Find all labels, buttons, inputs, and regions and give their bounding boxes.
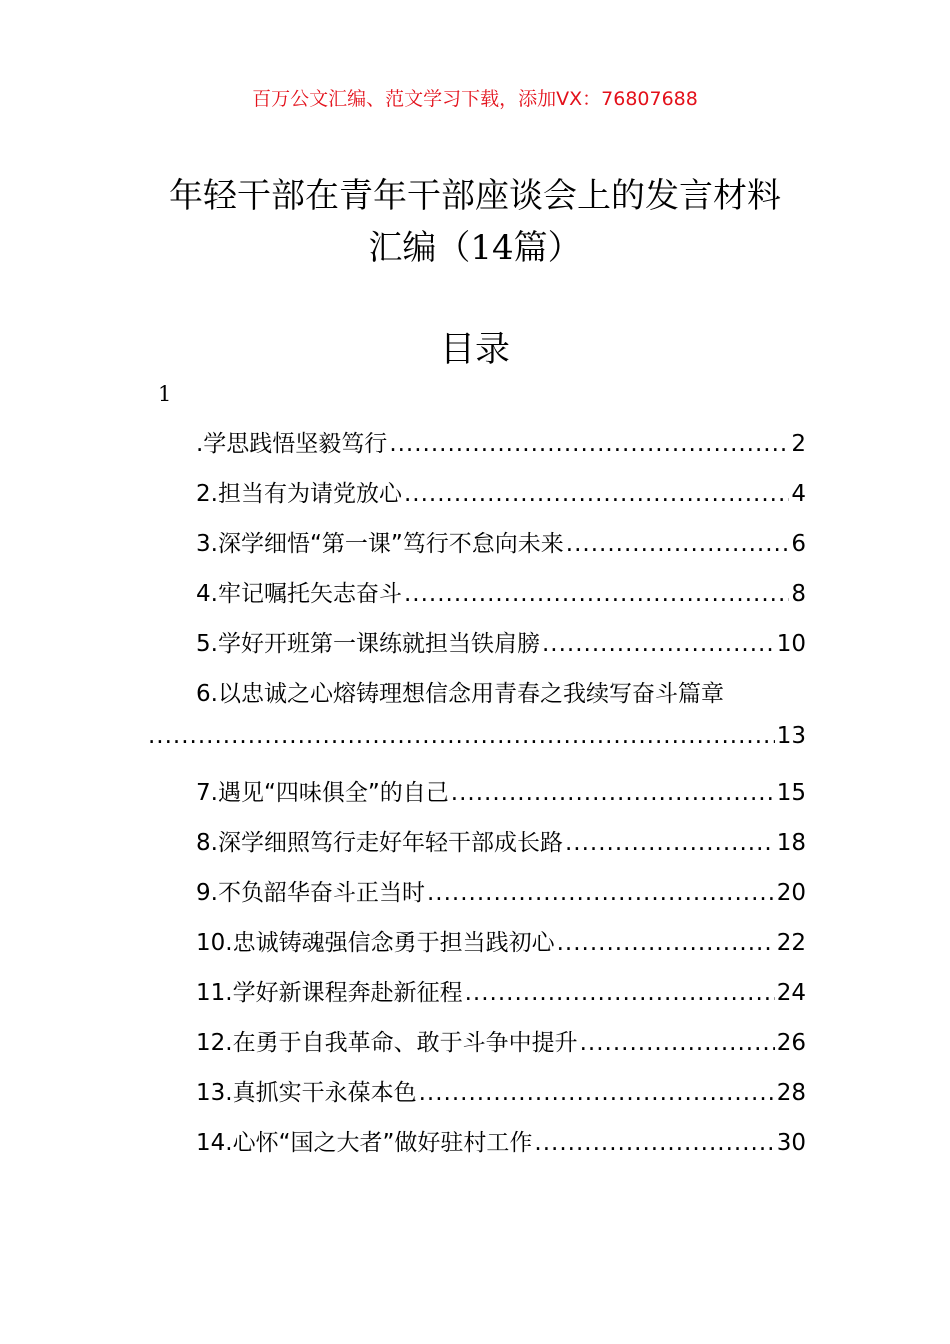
title-prefix: 汇编（ bbox=[368, 228, 471, 268]
toc-item[interactable] bbox=[196, 1074, 806, 1114]
dot-leader bbox=[148, 723, 775, 749]
dot-leader bbox=[419, 1080, 775, 1106]
toc-item-continuation[interactable] bbox=[146, 723, 806, 763]
toc-item-title: 8.深学细照笃行走好年轻干部成长路 bbox=[196, 830, 563, 856]
toc-item-page: 4 bbox=[791, 481, 806, 507]
header-watermark-note: 百万公文汇编、范文学习下载，添加VX：76807688 bbox=[252, 88, 698, 110]
toc-item-title: 11.学好新课程奔赴新征程 bbox=[196, 980, 463, 1006]
title-suffix: 篇） bbox=[513, 228, 582, 268]
toc-item-page: 6 bbox=[791, 531, 806, 557]
toc-item-page: 30 bbox=[776, 1130, 806, 1156]
dot-leader bbox=[557, 930, 775, 956]
dot-leader bbox=[542, 631, 775, 657]
toc-item-title: 14.心怀“国之大者”做好驻村工作 bbox=[196, 1130, 533, 1156]
toc-item-page: 26 bbox=[776, 1030, 806, 1056]
toc-item[interactable] bbox=[196, 774, 806, 814]
title-count: 14 bbox=[470, 228, 514, 268]
toc-item[interactable] bbox=[196, 924, 806, 964]
toc-item[interactable] bbox=[196, 525, 806, 565]
toc-item-title: 9.不负韶华奋斗正当时 bbox=[196, 880, 425, 906]
toc-item-page: 18 bbox=[776, 830, 806, 856]
toc-item-page: 13 bbox=[776, 723, 806, 749]
toc-item-page: 24 bbox=[776, 980, 806, 1006]
toc-item-page: 20 bbox=[776, 880, 806, 906]
toc-item-title: .学思践悟坚毅笃行 bbox=[196, 431, 388, 457]
document-title bbox=[0, 170, 950, 274]
toc-item-page: 10 bbox=[776, 631, 806, 657]
dot-leader bbox=[580, 1030, 775, 1056]
toc-item[interactable] bbox=[196, 575, 806, 615]
document-title-line-2 bbox=[0, 222, 950, 274]
toc-item[interactable] bbox=[196, 1024, 806, 1064]
toc-item[interactable] bbox=[196, 1124, 806, 1164]
toc-item[interactable] bbox=[196, 974, 806, 1014]
toc-item-title: 13.真抓实干永葆本色 bbox=[196, 1080, 417, 1106]
toc-item-title: 3.深学细悟“第一课”笃行不怠向未来 bbox=[196, 531, 564, 557]
toc-stray-number: 1 bbox=[158, 382, 172, 406]
toc-item[interactable] bbox=[196, 675, 806, 715]
toc-item[interactable] bbox=[196, 874, 806, 914]
dot-leader bbox=[565, 830, 775, 856]
toc-item-title: 2.担当有为请党放心 bbox=[196, 481, 402, 507]
toc-item-title: 10.忠诚铸魂强信念勇于担当践初心 bbox=[196, 930, 555, 956]
toc-item-title: 4.牢记嘱托矢志奋斗 bbox=[196, 581, 402, 607]
toc-item-page: 15 bbox=[776, 780, 806, 806]
dot-leader bbox=[427, 880, 775, 906]
dot-leader bbox=[566, 531, 790, 557]
toc-item-title: 5.学好开班第一课练就担当铁肩膀 bbox=[196, 631, 540, 657]
toc-item[interactable] bbox=[196, 625, 806, 665]
toc-item-page: 28 bbox=[776, 1080, 806, 1106]
toc-item-page: 8 bbox=[791, 581, 806, 607]
toc-item[interactable] bbox=[196, 475, 806, 515]
dot-leader bbox=[404, 581, 789, 607]
toc-item-title: 7.遇见“四味俱全”的自己 bbox=[196, 780, 449, 806]
toc-item-title: 12.在勇于自我革命、敢于斗争中提升 bbox=[196, 1030, 578, 1056]
toc-heading: 目录 bbox=[439, 330, 510, 370]
toc-item[interactable] bbox=[196, 824, 806, 864]
dot-leader bbox=[534, 1130, 774, 1156]
dot-leader bbox=[389, 431, 789, 457]
toc-item-page: 22 bbox=[776, 930, 806, 956]
toc-item[interactable] bbox=[196, 425, 806, 465]
dot-leader bbox=[451, 780, 775, 806]
dot-leader bbox=[465, 980, 775, 1006]
dot-leader bbox=[404, 481, 789, 507]
document-title-line-1: 年轻干部在青年干部座谈会上的发言材料 bbox=[169, 176, 781, 216]
toc-item-title: 6.以忠诚之心熔铸理想信念用青春之我续写奋斗篇章 bbox=[196, 681, 724, 707]
toc-item-page: 2 bbox=[791, 431, 806, 457]
